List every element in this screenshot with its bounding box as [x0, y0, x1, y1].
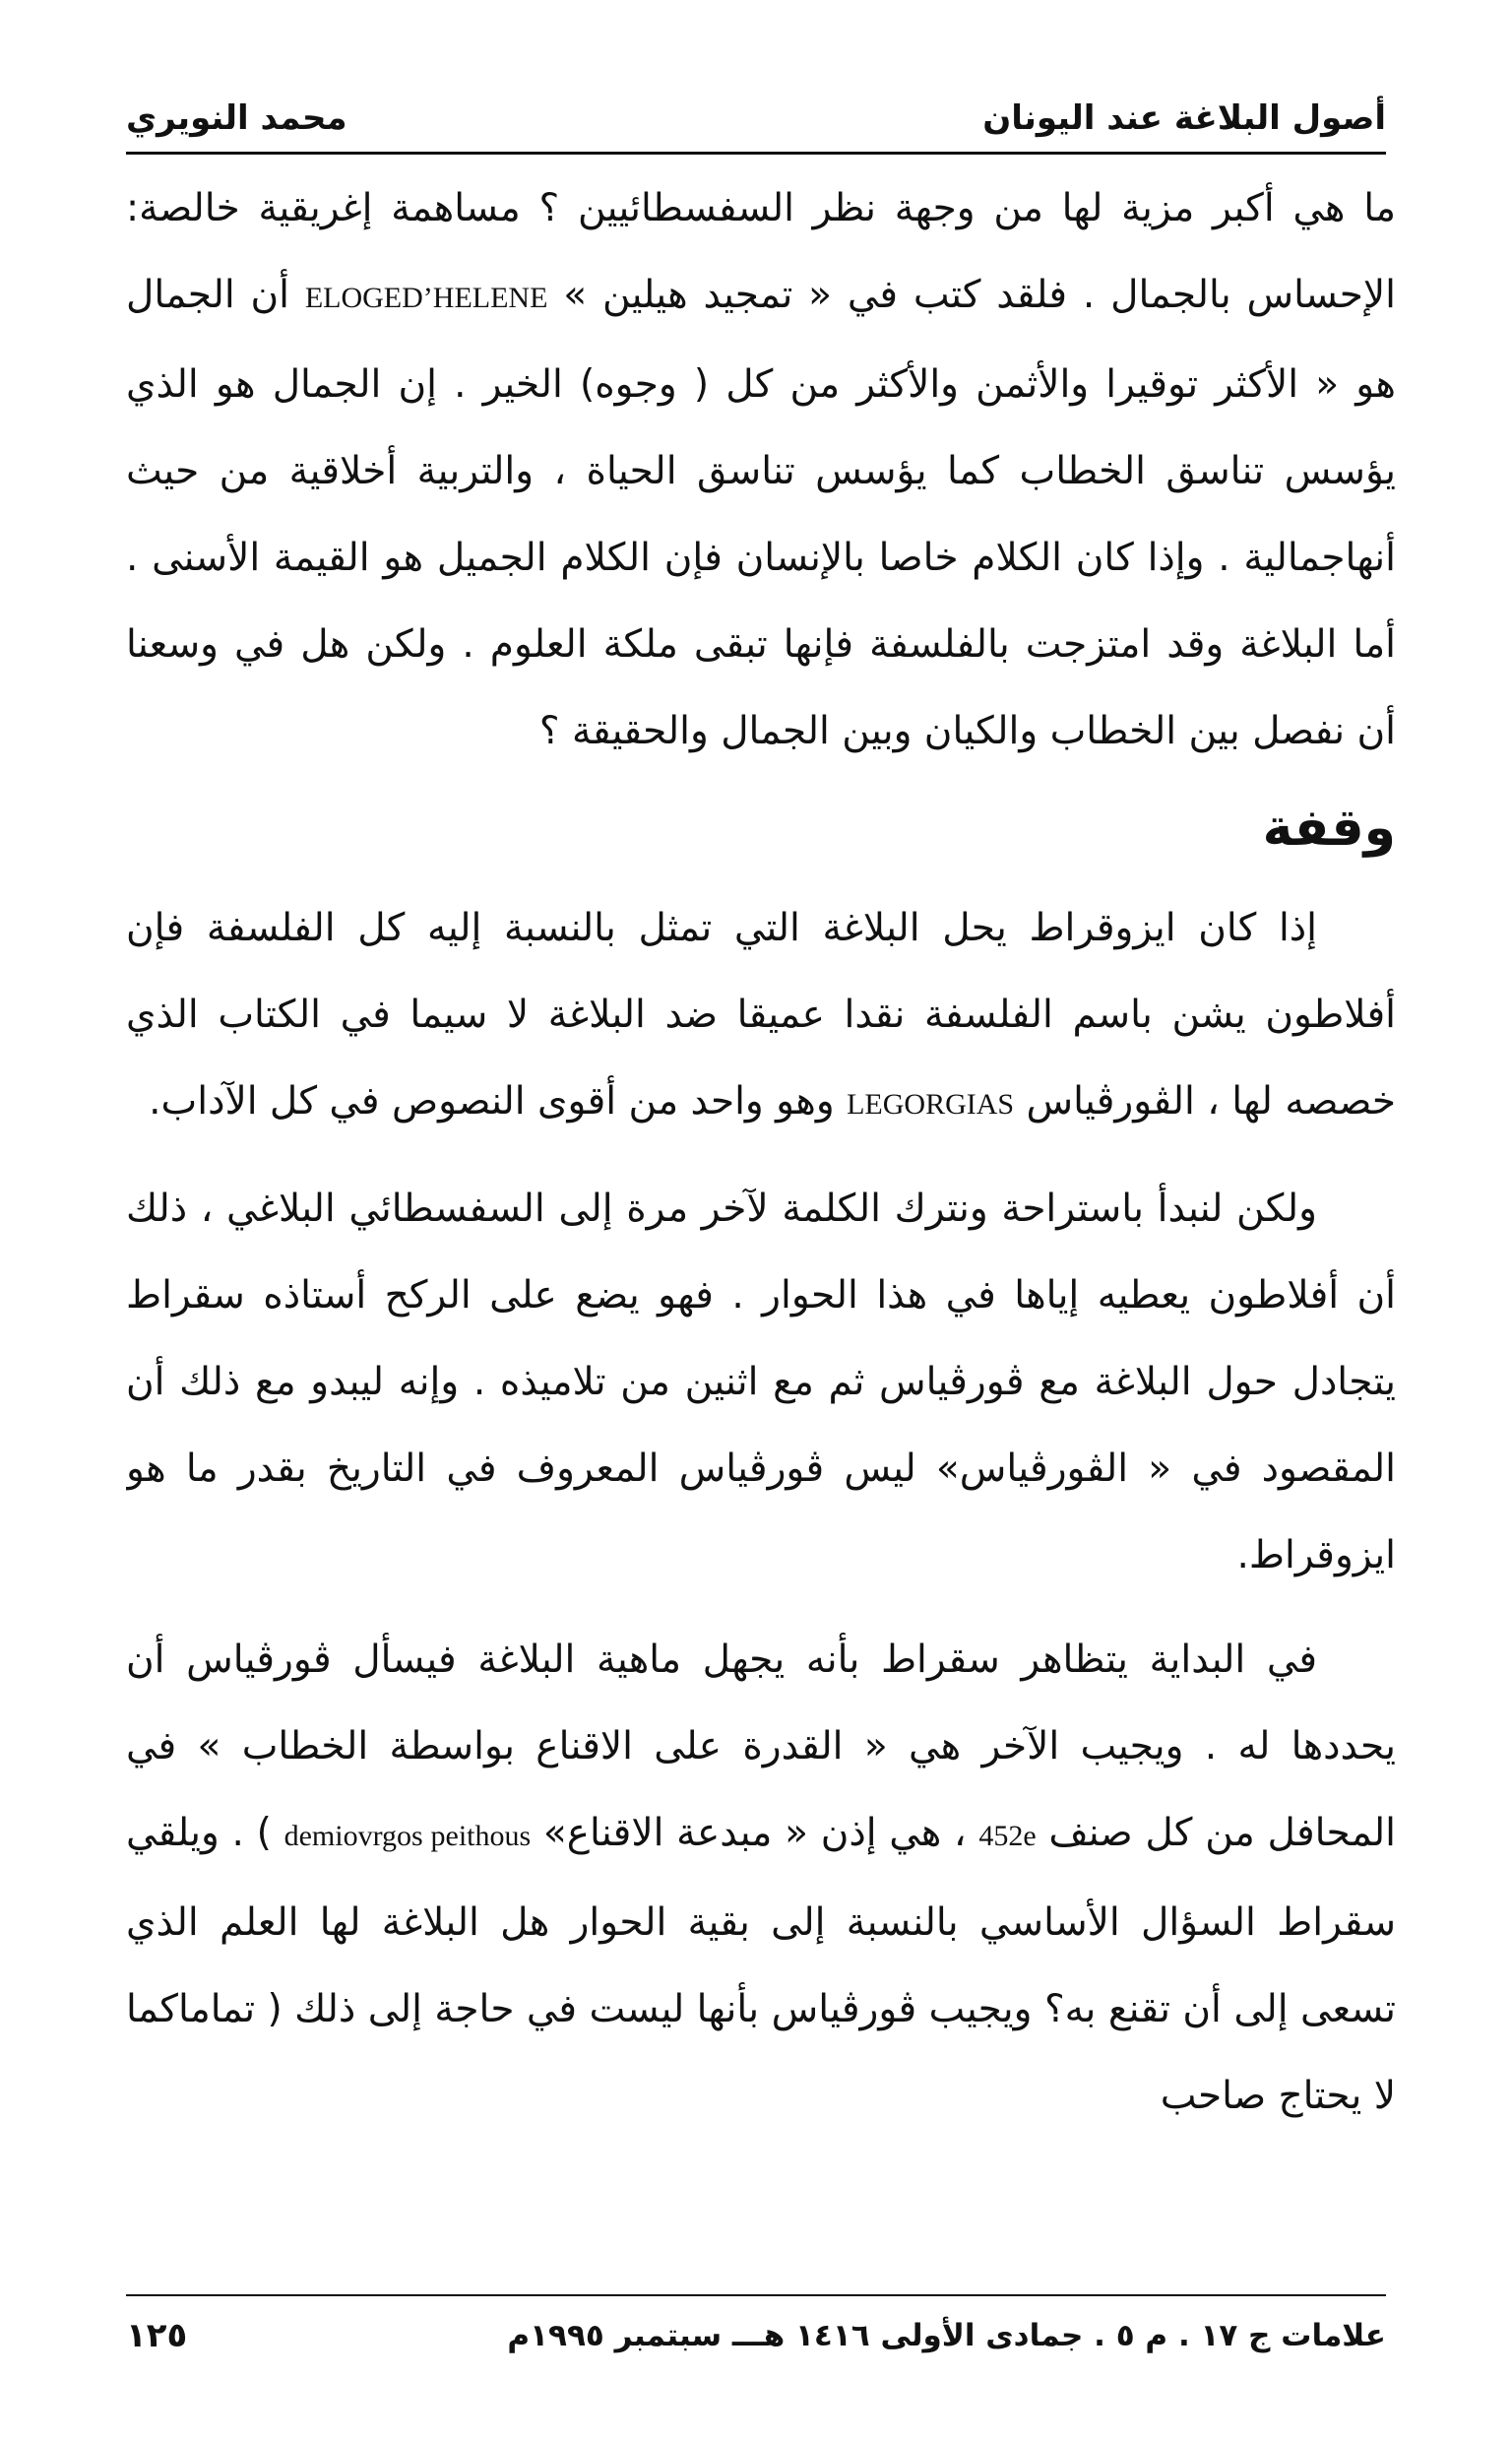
paragraph-4-text-b: ، هي إذن « مبدعة الاقناع»	[531, 1811, 979, 1855]
latin-reference-452e: 452e	[978, 1820, 1037, 1852]
latin-term-gorgias: LEGORGIAS	[847, 1088, 1015, 1121]
paragraph-2	[126, 885, 1396, 1148]
latin-term-demiourgos: demiovrgos peithous	[284, 1820, 532, 1852]
footer-divider	[126, 2294, 1386, 2296]
paragraph-4-text-a: في البداية يتظاهر سقراط بأنه يجهل ماهية البلاغة فيسأل ڤورڤياس أن يحددها له . ويجيب الآخر هي « القدرة على الاقناع بواسطة الخطاب » في المحافل من كل صنف	[126, 1638, 1396, 1855]
paragraph-3-text: ولكن لنبدأ باستراحة ونترك الكلمة لآخر مرة إلى السفسطائي البلاغي ، ذلك أن أفلاطون يعطيه إياها في هذا الحوار . فهو يضع على الركح أستاذه سقراط يتجادل حول البلاغة مع ڤورڤياس ثم مع اثنين من تلاميذه . وإنه ليبدو مع ذلك أن المقصود في « الڤورڤياس» ليس ڤورڤياس المعروف في التاريخ بقدر ما هو ايزوقراط.	[126, 1187, 1396, 1577]
journal-citation: علامات ج ١٧ . م ٥ . جمادى الأولى ١٤١٦ هـــ سبتمبر ١٩٩٥م	[507, 2318, 1386, 2353]
paragraph-3	[126, 1166, 1396, 1599]
paragraph-4-text-c: ) . ويلقي سقراط السؤال الأساسي بالنسبة إلى بقية الحوار هل البلاغة لها العلم الذي تسعى إلى أن تقنع به؟ ويجيب ڤورڤياس بأنها ليست في حاجة إلى ذلك ( تماماكما لا يحتاج صاحب	[126, 1811, 1396, 2118]
article-title: أصول البلاغة عند اليونان	[982, 98, 1386, 138]
paragraph-2-text-b: وهو واحد من أقوى النصوص في كل الآداب.	[149, 1079, 848, 1124]
paragraph-1-text-b: أن الجمال هو « الأكثر توقيرا والأثمن والأكثر من كل ( وجوه) الخير . إن الجمال هو الذي يؤسس تناسق الخطاب كما يؤسس تناسق الحياة ، والتربية أخلاقية من حيث أنهاجمالية . وإذا كان الكلام خاصا بالإنسان فإن الكلام الجميل هو القيمة الأسنى . أما البلاغة وقد امتزجت بالفلسفة فإنها تبقى ملكة العلوم . ولكن هل في وسعنا أن نفصل بين الخطاب والكيان وبين الجمال والحقيقة ؟	[126, 273, 1396, 753]
paragraph-1	[126, 165, 1396, 775]
paragraph-2-text-a: إذا كان ايزوقراط يحل البلاغة التي تمثل بالنسبة إليه كل الفلسفة فإن أفلاطون يشن باسم الفلسفة نقدا عميقا ضد البلاغة لا سيما في الكتاب الذي خصصه لها ، الڤورڤياس	[126, 906, 1396, 1124]
paragraph-1-text-a: ما هي أكبر مزية لها من وجهة نظر السفسطائيين ؟ مساهمة إغريقية خالصة: الإحساس بالجمال . فلقد كتب في « تمجيد هيلين »	[126, 186, 1396, 317]
latin-term-eloge-helene: ELOGED’HELENE	[304, 282, 548, 314]
paragraph-4	[126, 1617, 1396, 2140]
section-heading: وقفة	[1262, 799, 1396, 858]
article-body	[126, 165, 1396, 2282]
running-header	[126, 91, 1386, 156]
running-footer	[126, 2308, 1386, 2367]
header-divider	[126, 152, 1386, 155]
author-name: محمد النويري	[126, 98, 347, 138]
page-number: ١٢٥	[126, 2316, 188, 2355]
